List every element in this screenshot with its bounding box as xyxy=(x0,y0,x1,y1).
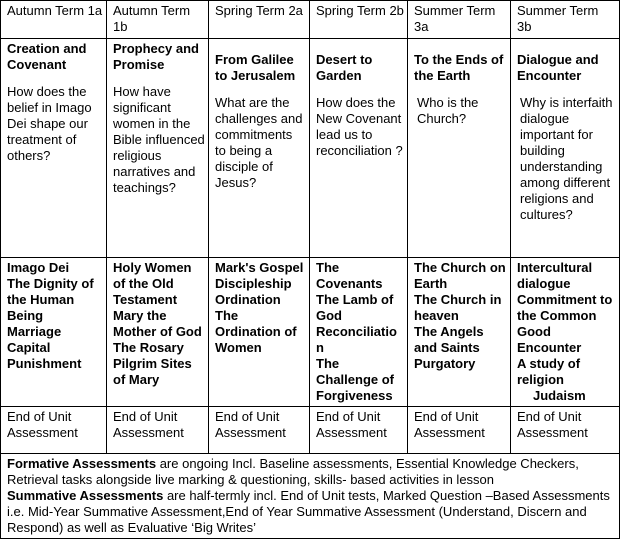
topic-item: The Challenge of Forgiveness xyxy=(316,356,395,403)
topics-cell-1 xyxy=(1,258,107,407)
summative-note xyxy=(7,488,616,536)
unit-cell-5 xyxy=(408,39,511,258)
unit-title: To the Ends of the Earth xyxy=(414,52,504,83)
topics-cell-3 xyxy=(209,258,310,407)
topic-item: The Dignity of the Human Being xyxy=(7,276,94,323)
topic-item: The Covenants xyxy=(316,260,383,291)
assessment-cell-4: End of Unit Assessment xyxy=(310,407,408,454)
topic-item: Mark's Gospel xyxy=(215,260,304,275)
unit-cell-6 xyxy=(511,39,620,258)
key-question: How does the New Covenant lead us to reconciliation ? xyxy=(316,95,403,158)
unit-title: Prophecy and Promise xyxy=(113,41,199,72)
unit-question-row xyxy=(1,39,620,258)
topic-item: Intercultural dialogue xyxy=(517,260,593,291)
topic-item: Pilgrim Sites of Mary xyxy=(113,356,192,387)
summative-text: are half-termly incl. End of Unit tests, Marked Question –Based Assessments i.e. Mid-Year Summative Assessment,End of Year Summative Assessment (Understand, Discern and Respond) as well as Evaluative ‘Big Writes’ xyxy=(7,488,610,535)
footer-row xyxy=(1,454,620,539)
unit-title: From Galilee to Jerusalem xyxy=(215,52,296,83)
topic-item: Marriage xyxy=(7,324,62,339)
topic-item: Mary the Mother of God xyxy=(113,308,202,339)
key-question: Who is the Church? xyxy=(417,95,479,126)
formative-note xyxy=(7,456,616,488)
unit-cell-4 xyxy=(310,39,408,258)
topics-row xyxy=(1,258,620,407)
topic-item: Imago Dei xyxy=(7,260,70,275)
topic-item: The Lamb of God xyxy=(316,292,394,323)
unit-title: Desert to Garden xyxy=(316,52,373,83)
unit-cell-1 xyxy=(1,39,107,258)
topic-item: The Church in heaven xyxy=(414,292,502,323)
assessment-cell-5: End of Unit Assessment xyxy=(408,407,511,454)
unit-cell-3 xyxy=(209,39,310,258)
topic-item: The Angels and Saints xyxy=(414,324,484,355)
topic-item: Discipleship xyxy=(215,276,292,291)
unit-cell-2 xyxy=(107,39,209,258)
assessment-cell-6: End of Unit Assessment xyxy=(511,407,620,454)
topics-cell-6 xyxy=(511,258,620,407)
key-question: Why is interfaith dialogue important for building understanding among different religions and cultures? xyxy=(520,95,613,222)
assessment-cell-3: End of Unit Assessment xyxy=(209,407,310,454)
term-header-1: Autumn Term 1a xyxy=(1,1,107,39)
assessment-cell-2: End of Unit Assessment xyxy=(107,407,209,454)
term-header-4: Spring Term 2b xyxy=(310,1,408,39)
topic-item: Purgatory xyxy=(414,356,476,371)
topic-item: The Church on Earth xyxy=(414,260,506,291)
term-header-row xyxy=(1,1,620,39)
topics-cell-4 xyxy=(310,258,408,407)
topic-item: The Rosary xyxy=(113,340,184,355)
term-header-3: Spring Term 2a xyxy=(209,1,310,39)
topics-cell-2 xyxy=(107,258,209,407)
formative-label: Formative Assessments xyxy=(7,456,157,471)
formative-text: are ongoing Incl. Baseline assessments, Essential Knowledge Checkers, Retrieval tasks alongside live marking & questioning, skills- based activities in lesson xyxy=(7,456,579,487)
topic-item: Reconciliation xyxy=(316,324,397,355)
topic-item: A study of religion xyxy=(517,356,581,387)
topic-item: The Ordination of Women xyxy=(215,308,297,355)
key-question: How have significant women in the Bible influenced religious narratives and teachings? xyxy=(113,84,205,195)
term-header-6: Summer Term 3b xyxy=(511,1,620,39)
topic-item: Commitment to the Common Good xyxy=(517,292,613,339)
topic-item: Encounter xyxy=(517,340,582,355)
topic-item: Ordination xyxy=(215,292,281,307)
topics-cell-5 xyxy=(408,258,511,407)
key-question: How does the belief in Imago Dei shape our treatment of others? xyxy=(7,84,92,163)
unit-title: Dialogue and Encounter xyxy=(517,52,599,83)
assessment-row xyxy=(1,407,620,454)
unit-title: Creation and Covenant xyxy=(7,41,87,72)
topic-item: Judaism xyxy=(533,388,586,403)
assessment-notes xyxy=(1,454,620,539)
key-question: What are the challenges and commitments to being a disciple of Jesus? xyxy=(215,95,303,190)
term-header-5: Summer Term 3a xyxy=(408,1,511,39)
summative-label: Summative Assessments xyxy=(7,488,164,503)
term-header-2: Autumn Term 1b xyxy=(107,1,209,39)
topic-item: Capital Punishment xyxy=(7,340,82,371)
assessment-cell-1: End of Unit Assessment xyxy=(1,407,107,454)
topic-item: Holy Women of the Old Testament xyxy=(113,260,192,307)
